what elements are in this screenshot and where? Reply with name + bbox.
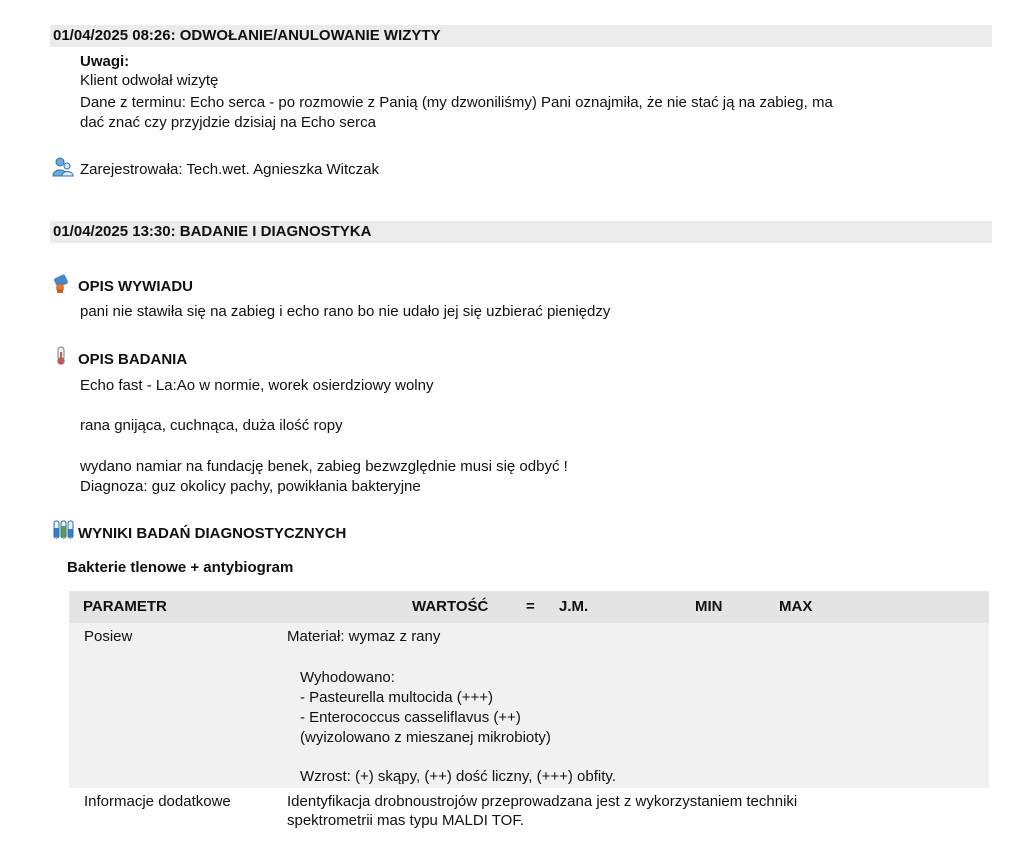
- table-row: [69, 623, 989, 788]
- entry-header-cancellation: 01/04/2025 08:26: ODWOŁANIE/ANULOWANIE WIZYTY: [50, 25, 992, 47]
- column-max: MAX: [779, 598, 813, 615]
- table-cell-param: Posiew: [84, 628, 133, 645]
- user-icon: [52, 157, 72, 177]
- column-eq: =: [526, 598, 535, 615]
- examination-line: Echo fast - La:Ao w normie, worek osierdziowy wolny: [80, 377, 434, 394]
- examination-title: OPIS BADANIA: [78, 351, 188, 368]
- note-line: Dane z terminu: Echo serca - po rozmowie z Panią (my dzwoniliśmy) Pani oznajmiła, że nie stać ją na zabieg, ma: [80, 94, 833, 111]
- table-cell-value: (wyizolowano z mieszanej mikrobioty): [300, 729, 551, 746]
- interview-text: pani nie stawiła się na zabieg i echo rano bo nie udało jej się uzbierać pieniędzy: [80, 303, 611, 320]
- table-cell-param: Informacje dodatkowe: [84, 793, 231, 810]
- note-line: dać znać czy przyjdzie dzisiaj na Echo serca: [80, 114, 376, 131]
- column-min: MIN: [695, 598, 723, 615]
- results-table-header: [69, 591, 989, 623]
- column-param: PARAMETR: [83, 598, 167, 615]
- registered-by: Zarejestrowała: Tech.wet. Agnieszka Witczak: [80, 161, 380, 178]
- table-cell-value: Wyhodowano:: [300, 669, 395, 686]
- examination-line: wydano namiar na fundację benek, zabieg bezwzględnie musi się odbyć !: [80, 458, 568, 475]
- results-title: WYNIKI BADAŃ DIAGNOSTYCZNYCH: [78, 525, 347, 542]
- table-cell-value: Materiał: wymaz z rany: [287, 628, 441, 645]
- table-cell-value: Wzrost: (+) skąpy, (++) dość liczny, (+++) obfity.: [300, 768, 616, 785]
- table-cell-value: - Pasteurella multocida (+++): [300, 689, 494, 706]
- test-tubes-icon: [52, 520, 72, 540]
- table-cell-value: spektrometrii mas typu MALDI TOF.: [287, 812, 525, 829]
- notes-label: Uwagi:: [80, 53, 130, 70]
- interview-title: OPIS WYWIADU: [78, 278, 193, 295]
- interview-icon: [52, 274, 72, 294]
- test-name: Bakterie tlenowe + antybiogram: [67, 559, 294, 576]
- table-cell-value: - Enterococcus casseliflavus (++): [300, 709, 521, 726]
- column-unit: J.M.: [559, 598, 589, 615]
- entry-header-examination: 01/04/2025 13:30: BADANIE I DIAGNOSTYKA: [50, 221, 992, 243]
- thermometer-icon: [54, 346, 74, 366]
- examination-line: rana gnijąca, cuchnąca, duża ilość ropy: [80, 417, 343, 434]
- column-value: WARTOŚĆ: [412, 598, 489, 615]
- note-line: Klient odwołał wizytę: [80, 72, 219, 89]
- table-cell-value: Identyfikacja drobnoustrojów przeprowadzana jest z wykorzystaniem techniki: [287, 793, 798, 810]
- diagnosis-line: Diagnoza: guz okolicy pachy, powikłania bakteryjne: [80, 478, 421, 495]
